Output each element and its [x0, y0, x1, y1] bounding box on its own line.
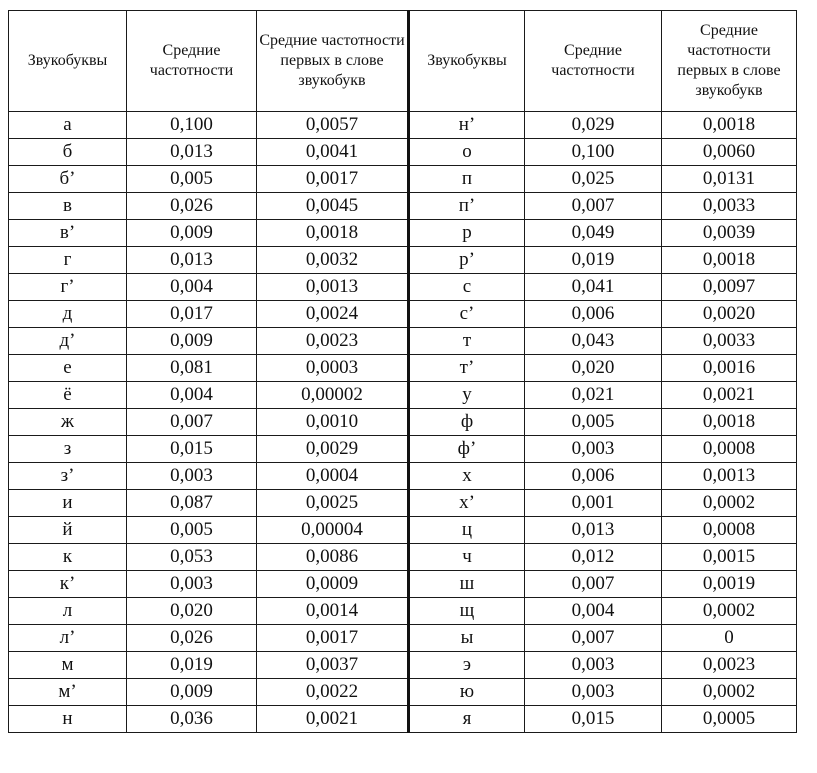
table-row	[9, 571, 797, 598]
letter-right-cell: я	[409, 706, 525, 733]
table-row	[9, 679, 797, 706]
header-letters-right: Звукобуквы	[409, 11, 525, 112]
letter-right-cell: щ	[409, 598, 525, 625]
table-row	[9, 625, 797, 652]
letter-right-cell: р	[409, 220, 525, 247]
letter-left-cell: л’	[9, 625, 127, 652]
avg-freq-right-cell: 0,003	[525, 679, 662, 706]
avg-freq-right-cell: 0,004	[525, 598, 662, 625]
avg-freq-left-cell: 0,005	[127, 166, 257, 193]
first-freq-right-cell: 0,0018	[662, 409, 797, 436]
first-freq-right-cell: 0,0018	[662, 112, 797, 139]
first-freq-left-cell: 0,0004	[257, 463, 409, 490]
avg-freq-left-cell: 0,009	[127, 679, 257, 706]
first-freq-left-cell: 0,0045	[257, 193, 409, 220]
letter-right-cell: э	[409, 652, 525, 679]
first-freq-left-cell: 0,0032	[257, 247, 409, 274]
table-row	[9, 328, 797, 355]
first-freq-right-cell: 0,0039	[662, 220, 797, 247]
avg-freq-left-cell: 0,005	[127, 517, 257, 544]
avg-freq-right-cell: 0,005	[525, 409, 662, 436]
letter-right-cell: п’	[409, 193, 525, 220]
letter-right-cell: ф	[409, 409, 525, 436]
letter-right-cell: т	[409, 328, 525, 355]
avg-freq-right-cell: 0,019	[525, 247, 662, 274]
letter-right-cell: с	[409, 274, 525, 301]
first-freq-right-cell: 0,0016	[662, 355, 797, 382]
first-freq-left-cell: 0,0014	[257, 598, 409, 625]
first-freq-right-cell: 0,0005	[662, 706, 797, 733]
letter-left-cell: и	[9, 490, 127, 517]
avg-freq-left-cell: 0,036	[127, 706, 257, 733]
letter-left-cell: н	[9, 706, 127, 733]
first-freq-right-cell: 0,0015	[662, 544, 797, 571]
letter-right-cell: о	[409, 139, 525, 166]
first-freq-left-cell: 0,0086	[257, 544, 409, 571]
avg-freq-left-cell: 0,087	[127, 490, 257, 517]
avg-freq-left-cell: 0,013	[127, 139, 257, 166]
avg-freq-right-cell: 0,021	[525, 382, 662, 409]
first-freq-right-cell: 0,0008	[662, 517, 797, 544]
avg-freq-left-cell: 0,100	[127, 112, 257, 139]
table-row	[9, 409, 797, 436]
table-row	[9, 274, 797, 301]
first-freq-left-cell: 0,0010	[257, 409, 409, 436]
first-freq-right-cell: 0,0013	[662, 463, 797, 490]
first-freq-right-cell: 0,0002	[662, 598, 797, 625]
first-freq-left-cell: 0,0017	[257, 625, 409, 652]
first-freq-left-cell: 0,0057	[257, 112, 409, 139]
first-freq-left-cell: 0,0021	[257, 706, 409, 733]
letter-right-cell: п	[409, 166, 525, 193]
first-freq-right-cell: 0,0021	[662, 382, 797, 409]
first-freq-left-cell: 0,0024	[257, 301, 409, 328]
avg-freq-right-cell: 0,012	[525, 544, 662, 571]
avg-freq-right-cell: 0,020	[525, 355, 662, 382]
letter-left-cell: м	[9, 652, 127, 679]
table-row	[9, 463, 797, 490]
letter-right-cell: ю	[409, 679, 525, 706]
avg-freq-right-cell: 0,100	[525, 139, 662, 166]
first-freq-right-cell: 0,0019	[662, 571, 797, 598]
first-freq-left-cell: 0,0025	[257, 490, 409, 517]
letter-left-cell: к’	[9, 571, 127, 598]
avg-freq-left-cell: 0,020	[127, 598, 257, 625]
letter-right-cell: ц	[409, 517, 525, 544]
first-freq-left-cell: 0,0017	[257, 166, 409, 193]
table-body	[9, 112, 797, 733]
frequency-table	[8, 10, 797, 733]
table-row	[9, 706, 797, 733]
letter-left-cell: з	[9, 436, 127, 463]
header-first-freq-left: Средние частотности первых в слове звукобукв	[257, 11, 409, 112]
letter-left-cell: ж	[9, 409, 127, 436]
table-row	[9, 544, 797, 571]
avg-freq-right-cell: 0,013	[525, 517, 662, 544]
first-freq-right-cell: 0,0002	[662, 679, 797, 706]
first-freq-left-cell: 0,0041	[257, 139, 409, 166]
avg-freq-left-cell: 0,019	[127, 652, 257, 679]
letter-left-cell: в’	[9, 220, 127, 247]
avg-freq-right-cell: 0,006	[525, 463, 662, 490]
avg-freq-right-cell: 0,049	[525, 220, 662, 247]
avg-freq-right-cell: 0,003	[525, 436, 662, 463]
avg-freq-right-cell: 0,003	[525, 652, 662, 679]
letter-left-cell: г’	[9, 274, 127, 301]
avg-freq-left-cell: 0,053	[127, 544, 257, 571]
avg-freq-right-cell: 0,029	[525, 112, 662, 139]
first-freq-right-cell: 0,0002	[662, 490, 797, 517]
letter-left-cell: а	[9, 112, 127, 139]
letter-right-cell: ш	[409, 571, 525, 598]
avg-freq-left-cell: 0,003	[127, 571, 257, 598]
first-freq-right-cell: 0,0018	[662, 247, 797, 274]
avg-freq-left-cell: 0,004	[127, 382, 257, 409]
table-row	[9, 112, 797, 139]
avg-freq-left-cell: 0,009	[127, 328, 257, 355]
avg-freq-right-cell: 0,025	[525, 166, 662, 193]
first-freq-right-cell: 0,0023	[662, 652, 797, 679]
letter-left-cell: з’	[9, 463, 127, 490]
first-freq-left-cell: 0,0018	[257, 220, 409, 247]
first-freq-right-cell: 0,0033	[662, 328, 797, 355]
first-freq-left-cell: 0,0023	[257, 328, 409, 355]
avg-freq-left-cell: 0,013	[127, 247, 257, 274]
first-freq-right-cell: 0	[662, 625, 797, 652]
first-freq-right-cell: 0,0060	[662, 139, 797, 166]
avg-freq-right-cell: 0,007	[525, 625, 662, 652]
first-freq-left-cell: 0,0009	[257, 571, 409, 598]
letter-left-cell: б’	[9, 166, 127, 193]
letter-left-cell: б	[9, 139, 127, 166]
header-letters-left: Звукобуквы	[9, 11, 127, 112]
first-freq-right-cell: 0,0020	[662, 301, 797, 328]
table-row	[9, 220, 797, 247]
avg-freq-left-cell: 0,015	[127, 436, 257, 463]
letter-left-cell: м’	[9, 679, 127, 706]
letter-left-cell: д’	[9, 328, 127, 355]
avg-freq-right-cell: 0,007	[525, 571, 662, 598]
avg-freq-right-cell: 0,007	[525, 193, 662, 220]
avg-freq-right-cell: 0,006	[525, 301, 662, 328]
letter-right-cell: х	[409, 463, 525, 490]
first-freq-right-cell: 0,0008	[662, 436, 797, 463]
first-freq-left-cell: 0,00002	[257, 382, 409, 409]
letter-right-cell: р’	[409, 247, 525, 274]
avg-freq-right-cell: 0,001	[525, 490, 662, 517]
letter-left-cell: л	[9, 598, 127, 625]
first-freq-left-cell: 0,0003	[257, 355, 409, 382]
letter-right-cell: с’	[409, 301, 525, 328]
avg-freq-left-cell: 0,017	[127, 301, 257, 328]
table-row	[9, 652, 797, 679]
table-row	[9, 193, 797, 220]
letter-right-cell: х’	[409, 490, 525, 517]
letter-right-cell: т’	[409, 355, 525, 382]
letter-right-cell: ы	[409, 625, 525, 652]
letter-right-cell: ф’	[409, 436, 525, 463]
table-row	[9, 166, 797, 193]
avg-freq-left-cell: 0,003	[127, 463, 257, 490]
letter-left-cell: е	[9, 355, 127, 382]
header-avg-freq-right: Средние частотности	[525, 11, 662, 112]
table-row	[9, 598, 797, 625]
letter-left-cell: г	[9, 247, 127, 274]
letter-right-cell: ч	[409, 544, 525, 571]
avg-freq-left-cell: 0,007	[127, 409, 257, 436]
first-freq-right-cell: 0,0131	[662, 166, 797, 193]
avg-freq-right-cell: 0,043	[525, 328, 662, 355]
avg-freq-right-cell: 0,041	[525, 274, 662, 301]
avg-freq-left-cell: 0,026	[127, 625, 257, 652]
table-row	[9, 355, 797, 382]
letter-left-cell: ё	[9, 382, 127, 409]
letter-left-cell: к	[9, 544, 127, 571]
header-first-freq-right: Средние частотности первых в слове звукобукв	[662, 11, 797, 112]
first-freq-left-cell: 0,00004	[257, 517, 409, 544]
first-freq-left-cell: 0,0029	[257, 436, 409, 463]
letter-left-cell: в	[9, 193, 127, 220]
letter-left-cell: д	[9, 301, 127, 328]
avg-freq-left-cell: 0,026	[127, 193, 257, 220]
avg-freq-left-cell: 0,004	[127, 274, 257, 301]
table-row	[9, 247, 797, 274]
letter-left-cell: й	[9, 517, 127, 544]
table-row	[9, 517, 797, 544]
table-row	[9, 436, 797, 463]
table-row	[9, 490, 797, 517]
header-row	[9, 11, 797, 112]
first-freq-left-cell: 0,0022	[257, 679, 409, 706]
letter-right-cell: у	[409, 382, 525, 409]
first-freq-right-cell: 0,0097	[662, 274, 797, 301]
letter-right-cell: н’	[409, 112, 525, 139]
avg-freq-left-cell: 0,081	[127, 355, 257, 382]
avg-freq-left-cell: 0,009	[127, 220, 257, 247]
table-row	[9, 301, 797, 328]
table-row	[9, 382, 797, 409]
header-avg-freq-left: Средние частотности	[127, 11, 257, 112]
first-freq-right-cell: 0,0033	[662, 193, 797, 220]
first-freq-left-cell: 0,0037	[257, 652, 409, 679]
first-freq-left-cell: 0,0013	[257, 274, 409, 301]
table-row	[9, 139, 797, 166]
avg-freq-right-cell: 0,015	[525, 706, 662, 733]
